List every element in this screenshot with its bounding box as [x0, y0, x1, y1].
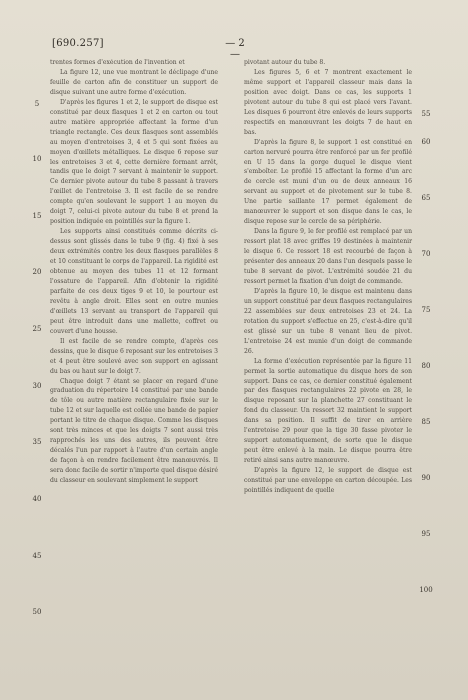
line-number: 65 — [421, 194, 431, 202]
line-number: 50 — [32, 608, 42, 616]
line-number: 55 — [421, 110, 431, 118]
paragraph: Il est facile de se rendre compte, d'après ces dessins, que le disque 6 reposant sur les entretoises 3 et 4 peut être soulevé avec son support en agissant du bas ou haut sur le doigt 7. — [50, 337, 218, 375]
line-number: 5 — [34, 100, 40, 108]
paragraph: trentes formes d'exécution de l'invention et — [50, 59, 185, 66]
patent-reference: [690.257] — [52, 38, 104, 49]
line-number: 20 — [32, 268, 42, 276]
line-number: 85 — [421, 418, 431, 426]
paragraph: Dans la figure 9, le fer profilé est remplacé par un ressort plat 18 avec griffes 19 destinées à maintenir le disque 6. Ce ressort 18 est recourbé de façon à présenter des anneaux 20 dans l'un desquels passe le tube 8 servant de pivot. L'extrémité soudée 21 du ressort permet la fixation d'un doigt de commande. — [244, 228, 412, 285]
line-number: 25 — [32, 325, 42, 333]
line-number: 15 — [32, 212, 42, 220]
paragraph: Chaque doigt 7 étant se placer en regard d'une graduation du répertoire 14 constitué par une bande de tôle ou autre matière rectangulaire fixée sur le tube 12 et sur laquelle est collée une bande de papier portant le titre de chaque disque. Comme les disques sont très minces et que les doigts 7 sont aussi très rapprochés les uns des autres, ils peuvent être décalés l'un par rapport à l'autre d'un certain angle de façon à en rendre facilement être manœuvrés. Il sera donc facile de sortir n'importe quel disque désiré du classeur en soulevant simplement le support — [50, 377, 218, 485]
left-text-column — [50, 58, 218, 486]
paragraph: pivotant autour du tube 8. — [244, 59, 326, 66]
page-number: — 2 — — [225, 38, 245, 60]
line-number: 10 — [32, 155, 42, 163]
line-number: 95 — [421, 530, 431, 538]
paragraph: La forme d'exécution représentée par la figure 11 permet la sortie automatique du disque hors de son support. Dans ce cas, ce dernier constitué également par des flasques rectangulaires 22 pivote en 28, le disque reposant sur la planchette 27 constituant le fond du classeur. Un ressort 32 maintient le support dans sa position. Il suffit de tirer en arrière l'entretoise 29 pour que la tige 30 fasse pivoter le support automatiquement, de sorte que le disque peut être enlevé à la main. Le disque pourra être retiré ainsi sans autre manœuvre. — [244, 357, 412, 465]
line-number: 70 — [421, 250, 431, 258]
paragraph: D'après les figures 1 et 2, le support de disque est constitué par deux flasques 1 et 2 en carton ou tout autre matière appropriée affectant la forme d'un triangle rectangle. Ces deux flasques sont assemblés au moyen d'entretoises 3, 4 et 5 qui sont fixées au moyen d'œillets métalliques. Le disque 6 repose sur les entretoises 3 et 4, cette dernière formant arrêt, tandis que le doigt 7 servant à maintenir le support. Ce dernier pivote autour du tube 8 passant à travers l'œillet de l'entretoise 3. Il est facile de se rendre compte qu'en soulevant le support 1 au moyen du doigt 7, celui-ci pivote autour du tube 8 et prend la position indiquée en pointillés sur la figure 1. — [50, 98, 218, 226]
paragraph: D'après la figure 10, le disque est maintenu dans un support constitué par deux flasques rectangulaires 22 assemblées sur deux entretoises 23 et 24. La rotation du support s'effectue en 25, c'est-à-dire qu'il est glissé sur un tube 8 venant lieu de pivot. L'entretoise 24 est munie d'un doigt de commande 26. — [244, 287, 412, 355]
line-number: 60 — [421, 138, 431, 146]
line-number: 90 — [421, 474, 431, 482]
paragraph: Les supports ainsi constitués comme décrits ci-dessus sont glissés dans le tube 9 (fig. 4) fixé à ses deux extrémités contre les deux flasques parallèles 8 et 10 constituant le corps de l'appareil. La rigidité est obtenue au moyen des tubes 11 et 12 formant l'ossature de l'appareil. Afin d'obtenir la rigidité parfaite de ces deux tiges 9 et 10, le pourtour est revêtu à angle droit. Elles sont en outre munies d'œillets 13 servant au transport de l'appareil qui peut être introduit dans une mallette, coffret ou couvert d'une housse. — [50, 228, 218, 335]
page-header — [0, 38, 468, 60]
paragraph: D'après la figure 8, le support 1 est constitué en carton nervuré pourra être renforcé par un fer profilé en U 15 dans la gorge duquel le disque vient s'emboîter. Le profilé 15 affectant la forme d'un arc de cercle est muni d'un ou de deux anneaux 16 servant au support et de pivotement sur le tube 8. Une partie saillante 17 permet également de manœuvrer le support et son disque dans le cas, le disque repose sur le cercle de sa périphérie. — [244, 138, 412, 226]
line-number: 80 — [421, 362, 431, 370]
paragraph: D'après la figure 12, le support de disque est constitué par une enveloppe en carton découpée. Les pointillés indiquent de quelle — [244, 467, 412, 494]
line-number: 35 — [32, 438, 42, 446]
line-number: 75 — [421, 306, 431, 314]
right-text-column — [244, 58, 412, 496]
line-number: 45 — [32, 552, 42, 560]
line-number: 30 — [32, 382, 42, 390]
line-number: 100 — [419, 586, 433, 594]
line-number: 40 — [32, 495, 42, 503]
paragraph: La figure 12, une vue montrant le déclipage d'une feuille de carton afin de constituer un support de disque suivant une autre forme d'exécution. — [50, 68, 218, 96]
paragraph: Les figures 5, 6 et 7 montrent exactement le même support et l'appareil classeur mais dans la position avec doigt. Dans ce cas, les supports 1 pivotent autour du tube 8 qui est placé vers l'avant. Les disques 6 pourront être enlevés de leurs supports respectifs en manœuvrant les doigts 7 de haut en bas. — [244, 68, 412, 136]
